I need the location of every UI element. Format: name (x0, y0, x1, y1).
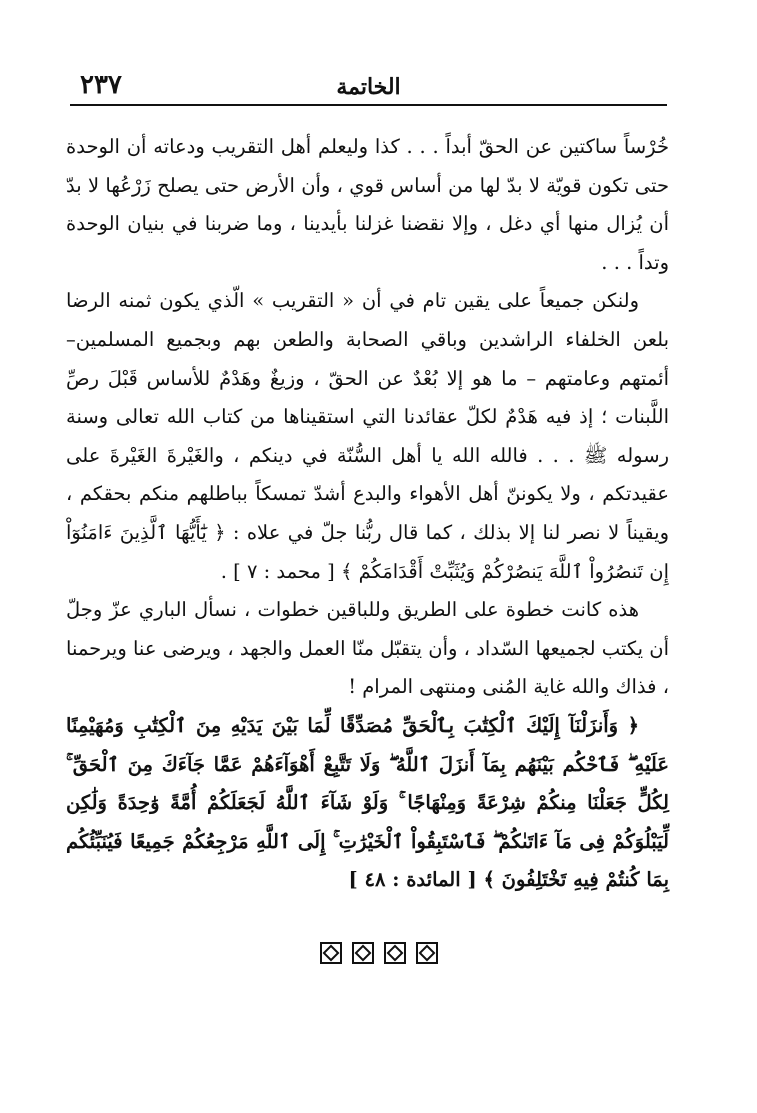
paragraph-closing-prayer: هذه كانت خطوة على الطريق وللباقين خطوات ، نسأل الباري عزّ وجلّ أن يكتب لجميعها السّداد ، وأن يتقبّل منّا العمل والجهد ، ويرضى عنا ويرحمنا ، فذاك والله غاية المُنى ومنتهى المرام ! (66, 598, 669, 699)
ornament-icon (320, 942, 342, 964)
paragraph-taqrib: ولنكن جميعاً على يقين تام في أن « التقريب » الّذي يكون ثمنه الرضا بلعن الخلفاء الراشدين وباقي الصحابة والطعن بهم وبجميع المسلمين– أئمتهم وعامتهم – ما هو إلا بُعْدٌ عن الحقّ ، وزيغٌ وهَدْمٌ للأساس قَبْلَ رصِّ اللَّبنات ؛ إذ فيه هَدْمٌ لكلّ عقائدنا التي استقيناها من كتاب الله تعالى وسنة رسوله ﷺ . . . فالله الله يا أهل السُّنّة في دينكم ، والغَيْرةَ الغَيْرةَ على عقيدتكم ، ولا يكوننّ أهل الأهواء والبدع أشدّ تمسكاً بباطلهم منكم بحقكم ، ويقيناً لا نصر لنا إلا بذلك ، كما قال ربُّنا جلّ في علاه : ﴿ يَٰٓأَيُّهَا ٱلَّذِينَ ءَامَنُوٓاْ إِن تَنصُرُواْ ٱللَّهَ يَنصُرْكُمْ وَيُثَبِّتْ أَقْدَامَكُمْ ﴾ [ محمد : ٧ ] . (66, 289, 669, 583)
ornament-icon (416, 942, 438, 964)
ornament-icon (384, 942, 406, 964)
quran-verse-block: ﴿ وَأَنزَلْنَآ إِلَيْكَ ٱلْكِتَٰبَ بِٱلْحَقِّ مُصَدِّقًا لِّمَا بَيْنَ يَدَيْهِ مِنَ ٱلْكِتَٰبِ وَمُهَيْمِنًا عَلَيْهِ ۖ فَٱحْكُم بَيْنَهُم بِمَآ أَنزَلَ ٱللَّهُ ۖ وَلَا تَتَّبِعْ أَهْوَآءَهُمْ عَمَّا جَآءَكَ مِنَ ٱلْحَقِّ ۚ لِكُلٍّ جَعَلْنَا مِنكُمْ شِرْعَةً وَمِنْهَاجًا ۚ وَلَوْ شَآءَ ٱللَّهُ لَجَعَلَكُمْ أُمَّةً وَٰحِدَةً وَلَٰكِن لِّيَبْلُوَكُمْ فِى مَآ ءَاتَىٰكُمْ ۖ فَٱسْتَبِقُواْ ٱلْخَيْرَٰتِ ۚ إِلَى ٱللَّهِ مَرْجِعُكُمْ جَمِيعًا فَيُنَبِّئُكُم بِمَا كُنتُمْ فِيهِ تَخْتَلِفُونَ ﴾ [ المائدة : ٤٨ ] (66, 713, 669, 892)
ornament-icon (352, 942, 374, 964)
page-header (70, 68, 667, 106)
page-number: ٢٣٧ (80, 70, 122, 100)
page-body (66, 128, 669, 900)
running-title: الخاتمة (336, 74, 401, 100)
end-ornaments (0, 942, 757, 964)
paragraph-continuation: خُرْساً ساكتين عن الحقّ أبداً . . . كذا وليعلم أهل التقريب ودعاته أن الوحدة حتى تكون قويّة لا بدّ لها من أساس قوي ، وأن الأرض حتى يصلح زَرْعُها لا بدّ أن يُزال منها أي دغل ، وإلا نقضنا غزلنا بأيدينا ، وما ضربنا في بنيان الوحدة وتداً . . . (66, 135, 669, 274)
